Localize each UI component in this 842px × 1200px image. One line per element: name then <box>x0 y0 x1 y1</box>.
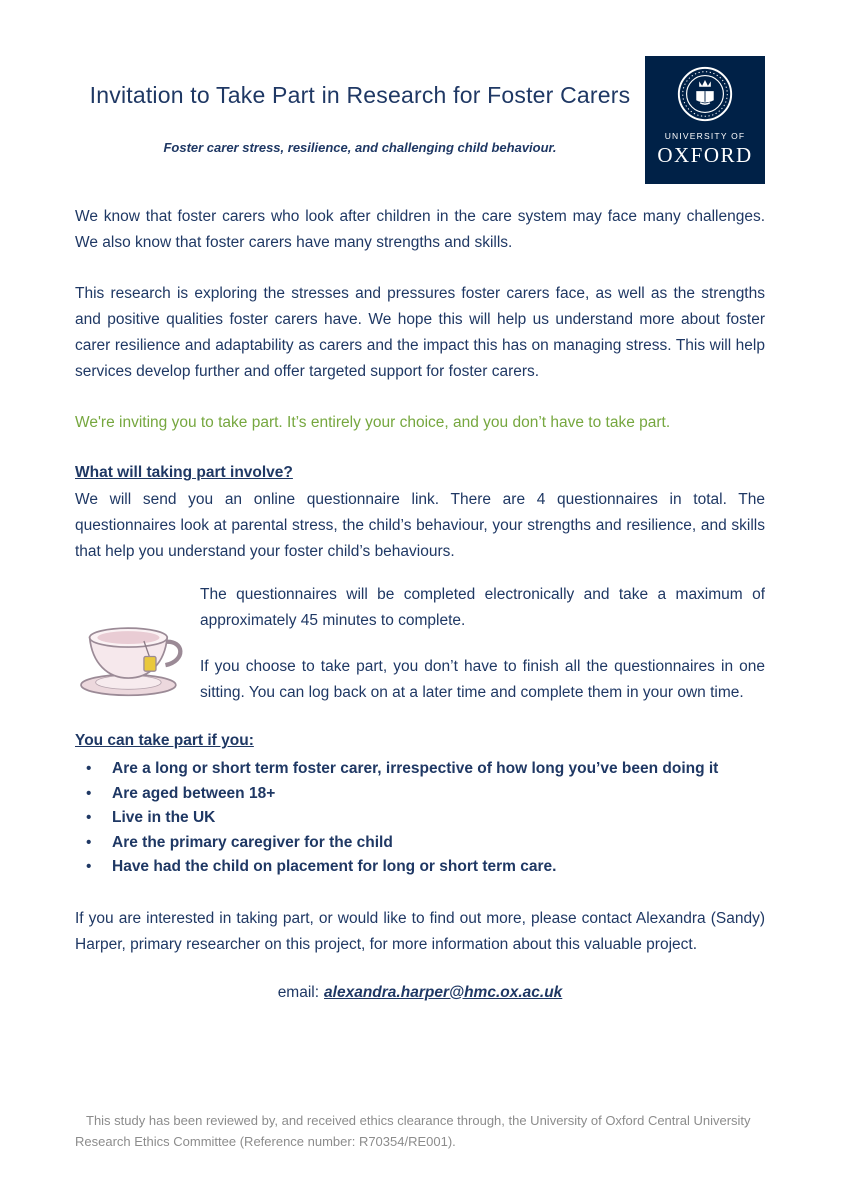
section-heading-involve: What will taking part involve? <box>75 464 293 481</box>
contact-paragraph: If you are interested in taking part, or would like to find out more, please contact Alexandra (Sandy) Harper, primary researcher on this project, for more information about this valuable project. <box>75 909 765 953</box>
list-item: • Are the primary caregiver for the child <box>75 831 765 856</box>
oxford-logo <box>645 56 765 184</box>
header-text <box>75 56 645 155</box>
list-item: • Live in the UK <box>75 806 765 831</box>
ethics-footer: This study has been reviewed by, and received ethics clearance through, the University of Oxford Central University Research Ethics Committee (Reference number: R70354/RE001). <box>75 1113 751 1149</box>
invitation-statement: We're inviting you to take part. It’s entirely your choice, and you don’t have to take part. <box>75 414 671 431</box>
teacup-image-wrapper <box>75 582 200 698</box>
oxford-crest-icon <box>674 63 736 125</box>
document-body <box>75 204 765 1006</box>
intro-paragraph-2: This research is exploring the stresses and pressures foster carers face, as well as the strengths and positive qualities foster carers have. We hope this will help us understand more about foster carer resilience and adaptability as carers and the impact this has on managing stress. This will help services develop further and offer targeted support for foster carers. <box>75 285 765 380</box>
list-item: • Are aged between 18+ <box>75 782 765 807</box>
header <box>75 56 765 184</box>
questionnaire-info-section <box>75 582 765 706</box>
email-link[interactable]: alexandra.harper@hmc.ox.ac.uk <box>324 983 563 1001</box>
list-item: • Are a long or short term foster carer, irrespective of how long you’ve been doing it <box>75 757 765 782</box>
questionnaire-sitting-paragraph: If you choose to take part, you don’t have to finish all the questionnaires in one sitting. You can log back on at a later time and complete them in your own time. <box>200 658 765 701</box>
questionnaire-time-paragraph: The questionnaires will be completed electronically and take a maximum of approximately 45 minutes to complete. <box>200 586 765 629</box>
page-title: Invitation to Take Part in Research for Foster Carers <box>89 82 631 108</box>
list-item: • Have had the child on placement for long or short term care. <box>75 855 765 880</box>
logo-text-oxford: OXFORD <box>657 143 753 167</box>
email-label: email: <box>277 983 320 1001</box>
logo-text-university-of: UNIVERSITY OF <box>664 131 746 141</box>
teacup-image <box>75 603 187 698</box>
section-heading-eligibility: You can take part if you: <box>75 732 254 749</box>
eligibility-list <box>75 757 765 880</box>
involve-paragraph: We will send you an online questionnaire link. There are 4 questionnaires in total. The questionnaires look at parental stress, the child’s behaviour, your strengths and resilience, and skills that help you understand your foster child’s behaviours. <box>75 491 765 560</box>
intro-paragraph-1: We know that foster carers who look after children in the care system may face many challenges. We also know that foster carers have many strengths and skills. <box>75 208 765 251</box>
page-subtitle: Foster carer stress, resilience, and challenging child behaviour. <box>163 140 557 155</box>
email-line <box>75 980 765 1006</box>
